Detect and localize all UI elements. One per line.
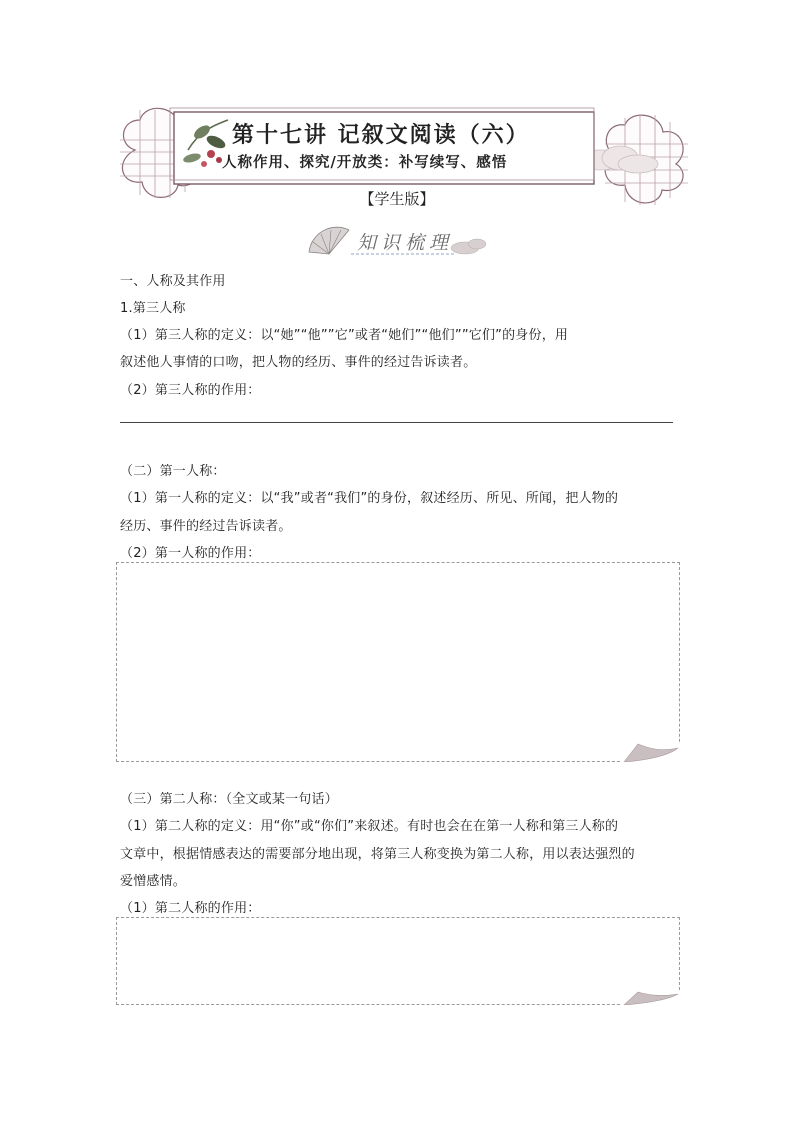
first-person-definition-line2: 经历、事件的经过告诉读者。: [120, 519, 292, 534]
first-person-definition-line1: （1）第一人称的定义：以“我”或者“我们”的身份，叙述经历、所见、所闻，把人物的: [120, 491, 619, 506]
section-banner: [305, 222, 490, 260]
edition-label: 【学生版】: [359, 191, 435, 208]
section-banner-label: 知识梳理: [357, 232, 454, 254]
page-title: 第十七讲 记叙文阅读（六）: [232, 122, 530, 148]
second-person-heading: （三）第二人称：（全文或某一句话）: [120, 792, 338, 807]
answer-underline[interactable]: [120, 422, 673, 423]
second-person-definition-line1: （1）第二人称的定义：用“你”或“你们”来叙述。有时也会在在第一人称和第三人称的: [120, 819, 619, 834]
third-person-heading: 1.第三人称: [120, 301, 186, 316]
second-person-definition-line3: 爱憎感情。: [120, 874, 187, 889]
page-curl-icon: [620, 987, 680, 1005]
first-person-answer-box[interactable]: [116, 562, 680, 762]
second-person-answer-box[interactable]: [116, 917, 680, 1005]
third-person-definition-line2: 叙述他人事情的口吻，把人物的经历、事件的经过告诉读者。: [120, 355, 477, 370]
first-person-role-label: （2）第一人称的作用：: [120, 546, 261, 561]
third-person-role-label: （2）第三人称的作用：: [120, 383, 261, 398]
second-person-definition-line2: 文章中，根据情感表达的需要部分地出现，将第三人称变换为第二人称，用以表达强烈的: [120, 847, 635, 862]
section-heading: 一、人称及其作用: [120, 274, 226, 289]
third-person-definition-line1: （1）第三人称的定义：以“她”“他””它”或者“她们”“他们””它们”的身份，用: [120, 328, 569, 343]
page-curl-icon: [620, 738, 680, 762]
page-subtitle: 人称作用、探究/开放类：补写续写、感悟: [222, 154, 508, 171]
second-person-role-label: （1）第二人称的作用：: [120, 901, 261, 916]
first-person-heading: （二）第一人称：: [120, 464, 226, 479]
